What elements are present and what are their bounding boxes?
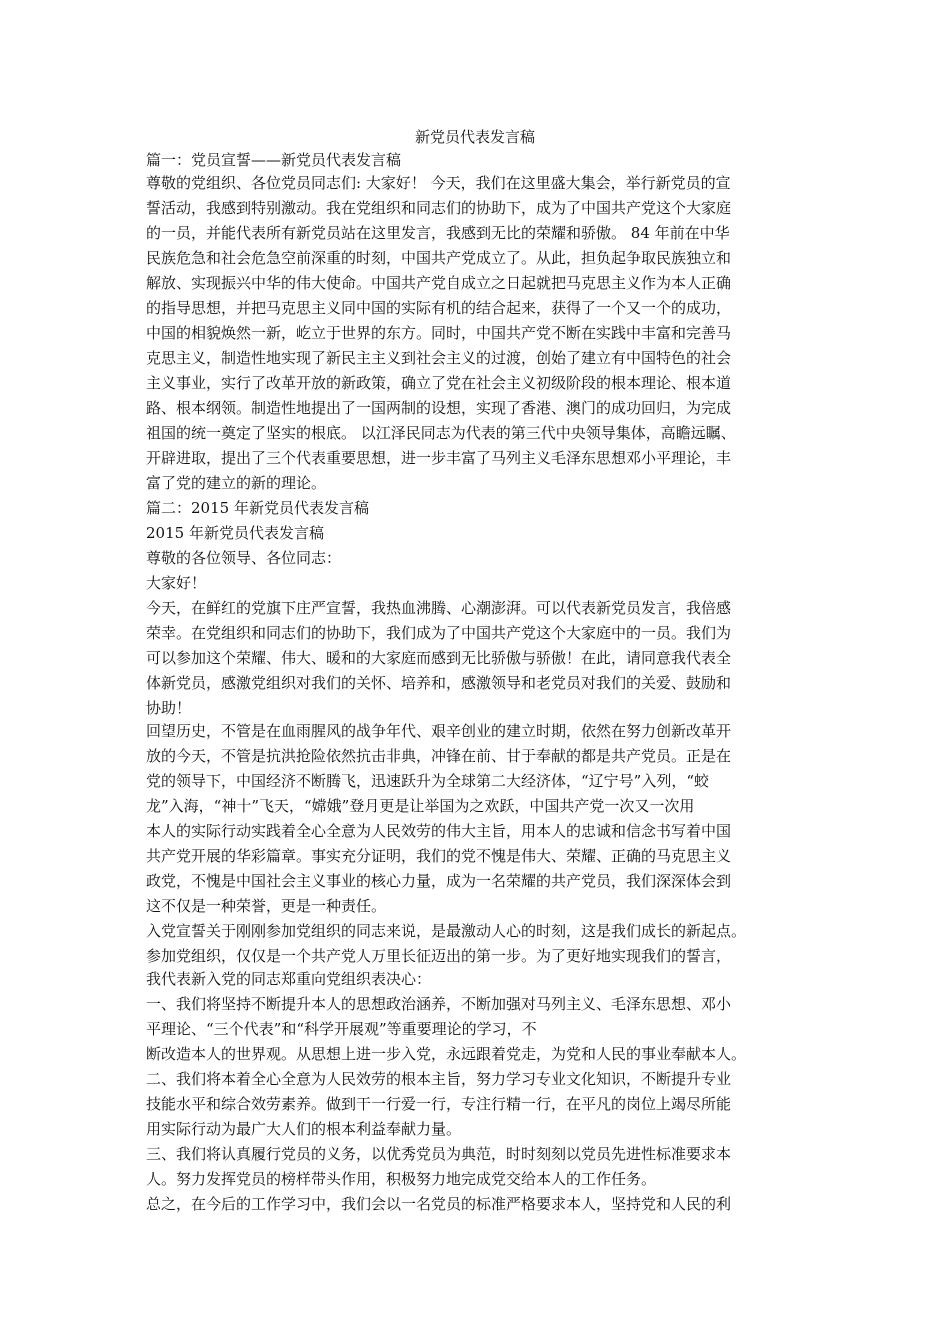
text-line: 协助！ (146, 699, 192, 717)
text-line: 体新党员，感激党组织对我们的关怀、培养和，感激领导和老党员对我们的关爱、鼓励和 (146, 674, 732, 692)
text-line: 三、我们将认真履行党员的义务，以优秀党员为典范，时时刻刻以党员先进性标准要求本 (146, 1145, 732, 1163)
text-line: 尊敬的党组织、各位党员同志们: 大家好！ 今天，我们在这里盛大集会，举行新党员的宣 (146, 174, 731, 192)
text-line: 中国的相貌焕然一新，屹立于世界的东方。同时，中国共产党不断在实践中丰富和完善马 (146, 324, 732, 342)
text-line: 尊敬的各位领导、各位同志： (146, 549, 342, 567)
text-line: 祖国的统一奠定了坚实的根底。 以江泽民同志为代表的第三代中央领导集体，高瞻远瞩、 (146, 424, 736, 442)
text-line: 这不仅是一种荣誉，更是一种责任。 (146, 897, 387, 915)
text-line: 开辟进取，提出了三个代表重要思想，进一步丰富了马列主义毛泽东思想邓小平理论，丰 (146, 449, 732, 467)
text-line: 克思主义，制造性地实现了新民主主义到社会主义的过渡，创始了建立有中国特色的社会 (146, 349, 732, 367)
text-line: 龙”入海，“神十”飞天，“嫦娥”登月更是让举国为之欢跃，中国共产党一次又一次用 (146, 797, 695, 815)
text-line: 平理论、“三个代表”和“科学开展观”等重要理论的学习，不 (146, 1020, 537, 1038)
text-line: 主义事业，实行了改革开放的新政策，确立了党在社会主义初级阶段的根本理论、根本道 (146, 374, 732, 392)
text-line: 共产党开展的华彩篇章。事实充分证明，我们的党不愧是伟大、荣耀、正确的马克思主义 (146, 847, 732, 865)
text-line: 技能水平和综合效劳素养。做到干一行爱一行，专注行精一行，在平凡的岗位上竭尽所能 (146, 1095, 732, 1113)
text-line: 民族危急和社会危急空前深重的时刻，中国共产党成立了。从此，担负起争取民族独立和 (146, 249, 732, 267)
text-line: 回望历史，不管是在血雨腥风的战争年代、艰辛创业的建立时期，依然在努力创新改革开 (146, 722, 732, 740)
text-line: 的指导思想，并把马克思主义同中国的实际有机的结合起来，获得了一个又一个的成功， (146, 299, 732, 317)
text-line: 用实际行动为最广大人们的根本利益奉献力量。 (146, 1120, 462, 1138)
document-title: 新党员代表发言稿 (414, 128, 535, 146)
text-line: 二、我们将本着全心全意为人民效劳的根本主旨，努力学习专业文化知识，不断提升专业 (146, 1070, 732, 1088)
text-line: 今天，在鲜红的党旗下庄严宣誓，我热血沸腾、心潮澎湃。可以代表新党员发言，我倍感 (146, 599, 732, 617)
text-line: 断改造本人的世界观。从思想上进一步入党，永远跟着党走，为党和人民的事业奉献本人。 (146, 1045, 747, 1063)
text-line: 的一员，并能代表所有新党员站在这里发言，我感到无比的荣耀和骄傲。 84 年前在中华 (146, 224, 730, 242)
text-line: 一、我们将坚持不断提升本人的思想政治涵养，不断加强对马列主义、毛泽东思想、邓小 (146, 995, 732, 1013)
text-line: 总之，在今后的工作学习中，我们会以一名党员的标准严格要求本人，坚持党和人民的利 (146, 1195, 732, 1213)
text-line: 本人的实际行动实践着全心全意为人民效劳的伟大主旨，用本人的忠诚和信念书写着中国 (146, 822, 732, 840)
text-line: 入党宣誓关于刚刚参加党组织的同志来说，是最激动人心的时刻，这是我们成长的新起点。 (146, 922, 747, 940)
text-line: 篇一：党员宣誓——新党员代表发言稿 (146, 151, 402, 169)
text-line: 2015 年新党员代表发言稿 (146, 524, 324, 542)
text-line: 路、根本纲领。制造性地提出了一国两制的设想，实现了香港、澳门的成功回归，为完成 (146, 399, 732, 417)
text-line: 放的今天，不管是抗洪抢险依然抗击非典，冲锋在前、甘于奉献的都是共产党员。正是在 (146, 747, 732, 765)
text-line: 我代表新入党的同志郑重向党组织表决心： (146, 970, 432, 988)
text-line: 可以参加这个荣耀、伟大、暖和的大家庭而感到无比骄傲与骄傲！在此，请同意我代表全 (146, 649, 732, 667)
text-line: 富了党的建立的新的理论。 (146, 474, 327, 492)
text-line: 解放、实现振兴中华的伟大使命。中国共产党自成立之日起就把马克思主义作为本人正确 (146, 274, 732, 292)
text-line: 大家好！ (146, 574, 207, 592)
section-heading: 篇二：2015 年新党员代表发言稿 (146, 499, 369, 517)
text-line: 政党，不愧是中国社会主义事业的核心力量，成为一名荣耀的共产党员，我们深深体会到 (146, 872, 732, 890)
text-line: 誓活动，我感到特别激动。我在党组织和同志们的协助下，成为了中国共产党这个大家庭 (146, 199, 732, 217)
text-line: 荣幸。在党组织和同志们的协助下，我们成为了中国共产党这个大家庭中的一员。我们为 (146, 624, 732, 642)
text-line: 党的领导下，中国经济不断腾飞，迅速跃升为全球第二大经济体，“辽宁号”入列，“蛟 (146, 772, 710, 790)
text-line: 人。努力发挥党员的榜样带头作用，积极努力地完成党交给本人的工作任务。 (146, 1170, 657, 1188)
text-line: 参加党组织，仅仅是一个共产党人万里长征迈出的第一步。为了更好地实现我们的誓言， (146, 947, 732, 965)
